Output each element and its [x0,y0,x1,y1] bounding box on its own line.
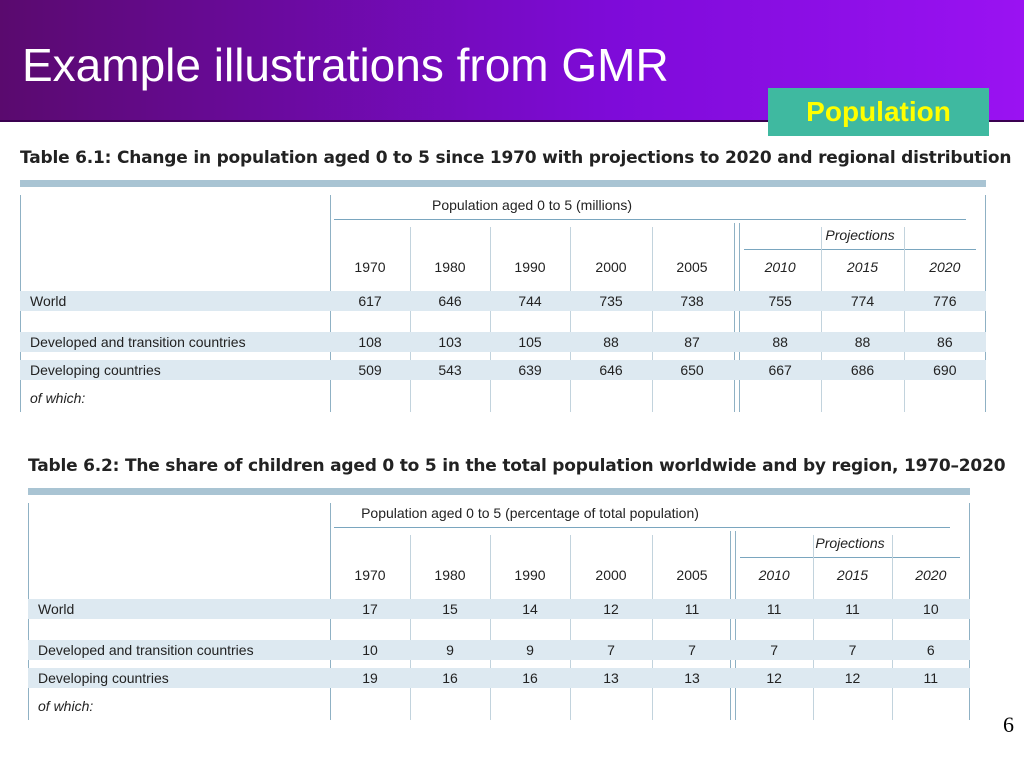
table-row [20,332,986,352]
table-cell: 11 [766,601,782,617]
table2-year-header: 1990 [514,567,546,583]
table-cell: 509 [358,362,382,378]
table2-year-header: 2005 [676,567,708,583]
table-cell: 10 [362,642,378,658]
table-cell: 11 [684,601,700,617]
row-label: World [38,601,75,617]
table-cell: 543 [438,362,462,378]
table2-year-header: 2020 [915,567,947,583]
row-label: Developed and transition countries [38,642,254,658]
table1-of-which: of which: [30,390,86,406]
table2-col-divider [892,535,893,720]
table1-projections-label: Projections [825,227,895,243]
table-cell: 88 [854,334,871,350]
table2-group-header: Population aged 0 to 5 (percentage of total population) [361,505,699,521]
table-row [28,668,970,688]
table-cell: 13 [684,670,700,686]
table1-col-divider [821,227,822,412]
table-cell: 11 [845,601,860,617]
table1-group-header: Population aged 0 to 5 (millions) [431,197,632,213]
table1-year-header: 1980 [434,259,466,275]
table-row [20,360,986,380]
table-cell: 88 [772,334,788,350]
table-cell: 12 [766,670,782,686]
table2-year-header: 1970 [354,567,386,583]
table2-col-divider [652,535,653,720]
table-cell: 10 [923,601,939,617]
table2-group-underline [334,527,950,528]
table-cell: 7 [607,642,615,658]
table-cell: 744 [518,293,542,309]
row-label: Developing countries [38,670,169,686]
slide-title: Example illustrations from GMR [22,39,669,91]
table1-col-divider [904,227,905,412]
table2-rule [28,488,970,495]
table-cell: 667 [768,362,792,378]
table-cell: 7 [848,642,857,658]
table1-year-header: 1970 [354,259,386,275]
table-cell: 738 [680,293,704,309]
table1-year-header: 2000 [595,259,627,275]
table1-col-divider [652,227,653,412]
table-row [28,599,970,619]
table2-proj-sep-1 [730,531,731,720]
table-cell: 19 [362,670,378,686]
table-cell: 774 [850,293,875,309]
table1-year-header: 2005 [676,259,708,275]
table2-year-header: 1980 [434,567,466,583]
table1-proj-sep-1 [734,223,735,412]
table-cell: 108 [358,334,382,350]
table-cell: 11 [923,670,939,686]
table2-proj-sep-2 [735,531,736,720]
table1-title: Table 6.1: Change in population aged 0 to 5 since 1970 with projections to 2020 and regional distribution [20,148,1012,168]
topic-tag: Population [768,88,989,136]
table2-year-header: 2000 [595,567,627,583]
table-cell: 7 [770,642,779,658]
table-cell: 13 [603,670,619,686]
table-cell: 9 [526,642,534,658]
table2-year-header: 2010 [758,567,790,583]
table-cell: 617 [358,293,382,309]
table-cell: 17 [362,601,378,617]
table1-year-header: 2015 [846,259,879,275]
table2-projections-underline [740,557,960,558]
table2-col-divider [490,535,491,720]
row-label: Developed and transition countries [30,334,246,350]
table1-projections-underline [744,249,976,250]
table-cell: 88 [603,334,619,350]
table-cell: 105 [518,334,542,350]
table-cell: 755 [768,293,792,309]
table-cell: 690 [933,362,957,378]
table-cell: 639 [518,362,542,378]
table-cell: 14 [522,601,538,617]
table1-col-divider [490,227,491,412]
table-cell: 86 [937,334,953,350]
table-cell: 12 [844,670,861,686]
table1-rule [20,180,986,187]
table1 [20,187,986,412]
table-cell: 776 [933,293,957,309]
table2-year-header: 2015 [836,567,869,583]
table2-col-divider [570,535,571,720]
table2-col-divider [813,535,814,720]
table1-group-underline [334,219,966,220]
table1-year-header: 2020 [929,259,961,275]
table-cell: 646 [438,293,462,309]
row-label: World [30,293,67,309]
table2-projections-label: Projections [815,535,885,551]
table2-of-which: of which: [38,698,94,714]
row-label: Developing countries [30,362,161,378]
table1-col-divider [570,227,571,412]
table-cell: 12 [603,601,619,617]
table1-year-header: 2010 [764,259,796,275]
table1-proj-sep-2 [739,223,740,412]
table-cell: 103 [438,334,462,350]
table-cell: 650 [680,362,704,378]
table2-title: Table 6.2: The share of children aged 0 to 5 in the total population worldwide and by region, 1970–2020 [28,456,1006,476]
table-cell: 646 [599,362,623,378]
table-cell: 686 [850,362,875,378]
table-cell: 735 [599,293,623,309]
table-cell: 15 [442,601,458,617]
table-cell: 16 [522,670,538,686]
table2-col-divider [410,535,411,720]
table1-col-divider [410,227,411,412]
table-cell: 7 [688,642,696,658]
table1-year-header: 1990 [514,259,546,275]
table-cell: 9 [446,642,454,658]
table-cell: 16 [442,670,458,686]
table-cell: 87 [684,334,700,350]
table-row [28,640,970,660]
table-row [20,291,986,311]
table2 [28,495,970,720]
page-number: 6 [1003,712,1014,737]
table-cell: 6 [926,642,935,658]
